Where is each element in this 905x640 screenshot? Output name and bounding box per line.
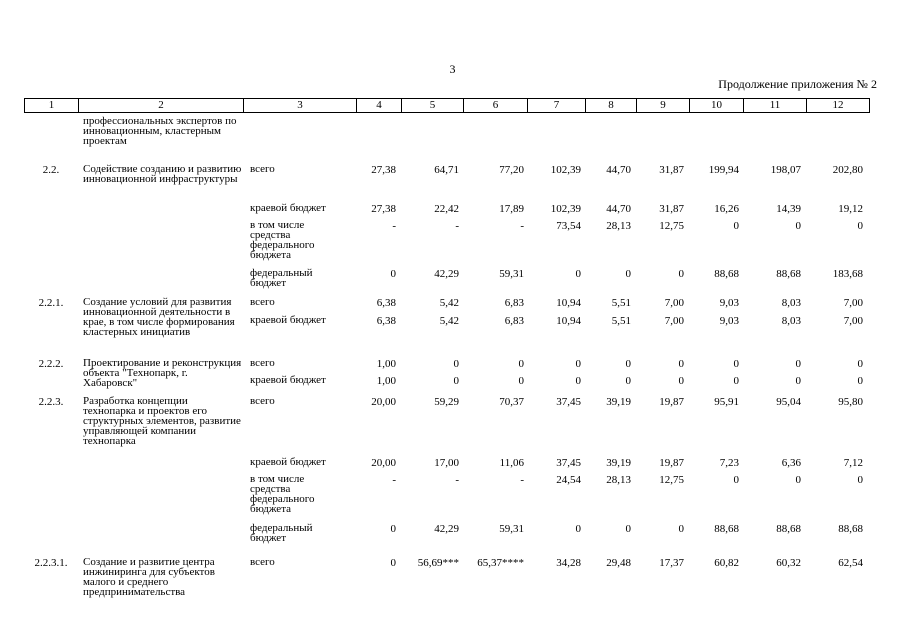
row-source: всего: [250, 395, 275, 407]
value-cell: 0: [575, 358, 581, 370]
value-cell: 0: [575, 268, 581, 280]
value-cell: 27,38: [371, 203, 396, 215]
value-cell: 88,68: [838, 523, 863, 535]
value-cell: 8,03: [781, 297, 801, 309]
value-cell: 77,20: [499, 164, 524, 176]
row-number: 2.2.3.1.: [34, 557, 68, 569]
value-cell: 0: [625, 268, 631, 280]
value-cell: 28,13: [606, 220, 631, 232]
value-cell: 198,07: [770, 164, 801, 176]
value-cell: 19,87: [659, 396, 684, 408]
value-cell: 5,51: [611, 297, 631, 309]
value-cell: -: [392, 220, 396, 232]
value-cell: 12,75: [659, 474, 684, 486]
value-cell: 20,00: [371, 457, 396, 469]
row-number: 2.2.3.: [38, 396, 64, 408]
value-cell: 95,80: [838, 396, 863, 408]
value-cell: 0: [453, 375, 459, 387]
value-cell: 0: [795, 474, 801, 486]
row-source: всего: [250, 556, 275, 568]
value-cell: -: [455, 220, 459, 232]
header-cell: 5: [402, 99, 464, 112]
value-cell: 0: [857, 220, 863, 232]
row-source: федеральный бюджет: [250, 267, 313, 289]
value-cell: 7,23: [719, 457, 739, 469]
value-cell: 0: [857, 474, 863, 486]
value-cell: 202,80: [832, 164, 863, 176]
row-name: Разработка концепции технопарка и проектов его структурных элементов, развитие управляющей компании технопарка: [83, 395, 241, 447]
value-cell: 16,26: [714, 203, 739, 215]
value-cell: 24,54: [556, 474, 581, 486]
value-cell: 0: [518, 375, 524, 387]
value-cell: 7,00: [664, 315, 684, 327]
header-cell: 2: [79, 99, 244, 112]
value-cell: 6,83: [504, 297, 524, 309]
value-cell: 14,39: [776, 203, 801, 215]
row-number: 2.2.1.: [38, 297, 64, 309]
value-cell: 0: [795, 220, 801, 232]
value-cell: 12,75: [659, 220, 684, 232]
value-cell: 5,42: [439, 315, 459, 327]
value-cell: 0: [733, 474, 739, 486]
value-cell: -: [520, 220, 524, 232]
header-cell: 3: [244, 99, 357, 112]
value-cell: 95,04: [776, 396, 801, 408]
value-cell: 73,54: [556, 220, 581, 232]
row-source: краевой бюджет: [250, 374, 326, 386]
value-cell: 9,03: [719, 297, 739, 309]
value-cell: 0: [678, 358, 684, 370]
value-cell: 0: [625, 358, 631, 370]
value-cell: 11,06: [499, 457, 524, 469]
value-cell: 59,31: [499, 523, 524, 535]
continuation-label: Продолжение приложения № 2: [718, 77, 877, 91]
value-cell: 19,12: [838, 203, 863, 215]
table-header: [24, 98, 870, 113]
row-source: в том числе средства федерального бюджета: [250, 219, 315, 261]
value-cell: 31,87: [659, 203, 684, 215]
value-cell: 5,42: [439, 297, 459, 309]
value-cell: 22,42: [434, 203, 459, 215]
value-cell: 0: [733, 358, 739, 370]
header-cell: 9: [637, 99, 690, 112]
value-cell: 20,00: [371, 396, 396, 408]
value-cell: 39,19: [606, 396, 631, 408]
row-name: Создание условий для развития инновационной деятельности в крае, в том числе формирования кластерных инициатив: [83, 296, 235, 338]
value-cell: 39,19: [606, 457, 631, 469]
value-cell: 0: [575, 375, 581, 387]
value-cell: 60,32: [776, 557, 801, 569]
value-cell: 7,00: [843, 297, 863, 309]
value-cell: 0: [625, 523, 631, 535]
value-cell: 44,70: [606, 164, 631, 176]
header-cell: 7: [528, 99, 586, 112]
value-cell: 59,29: [434, 396, 459, 408]
value-cell: 19,87: [659, 457, 684, 469]
value-cell: 0: [518, 358, 524, 370]
value-cell: 44,70: [606, 203, 631, 215]
value-cell: 0: [453, 358, 459, 370]
value-cell: 29,48: [606, 557, 631, 569]
value-cell: 37,45: [556, 396, 581, 408]
value-cell: 183,68: [832, 268, 863, 280]
value-cell: 10,94: [556, 297, 581, 309]
value-cell: 42,29: [434, 268, 459, 280]
value-cell: 1,00: [376, 375, 396, 387]
value-cell: 0: [795, 358, 801, 370]
value-cell: 1,00: [376, 358, 396, 370]
value-cell: 9,03: [719, 315, 739, 327]
value-cell: 0: [678, 375, 684, 387]
value-cell: -: [520, 474, 524, 486]
row-source: краевой бюджет: [250, 202, 326, 214]
value-cell: 88,68: [714, 523, 739, 535]
value-cell: 6,38: [376, 315, 396, 327]
header-cell: 11: [744, 99, 807, 112]
value-cell: 6,83: [504, 315, 524, 327]
value-cell: 7,00: [843, 315, 863, 327]
value-cell: 199,94: [708, 164, 739, 176]
value-cell: 17,00: [434, 457, 459, 469]
header-cell: 6: [464, 99, 528, 112]
value-cell: 0: [390, 557, 396, 569]
header-cell: 8: [586, 99, 637, 112]
value-cell: 95,91: [714, 396, 739, 408]
row-source: федеральный бюджет: [250, 522, 313, 544]
value-cell: 60,82: [714, 557, 739, 569]
row-source: краевой бюджет: [250, 314, 326, 326]
row-name: Содействие созданию и развитию инновационной инфраструктуры: [83, 163, 242, 185]
row-name: Проектирование и реконструкция объекта "Технопарк, г. Хабаровск": [83, 357, 242, 389]
value-cell: 28,13: [606, 474, 631, 486]
header-cell: 12: [832, 99, 844, 111]
value-cell: 7,00: [664, 297, 684, 309]
value-cell: -: [392, 474, 396, 486]
row-source: всего: [250, 163, 275, 175]
value-cell: 8,03: [781, 315, 801, 327]
value-cell: 0: [733, 375, 739, 387]
value-cell: 0: [857, 358, 863, 370]
row-source: всего: [250, 296, 275, 308]
value-cell: 0: [625, 375, 631, 387]
value-cell: 7,12: [843, 457, 863, 469]
value-cell: 0: [390, 523, 396, 535]
value-cell: 88,68: [714, 268, 739, 280]
value-cell: 10,94: [556, 315, 581, 327]
value-cell: 5,51: [611, 315, 631, 327]
value-cell: 56,69***: [417, 557, 459, 569]
page-number: 3: [449, 62, 456, 76]
value-cell: 0: [678, 268, 684, 280]
header-cell: 10: [690, 99, 744, 112]
value-cell: 6,38: [376, 297, 396, 309]
value-cell: 70,37: [499, 396, 524, 408]
value-cell: 6,36: [781, 457, 801, 469]
header-cell: 4: [357, 99, 402, 112]
value-cell: 42,29: [434, 523, 459, 535]
value-cell: 0: [857, 375, 863, 387]
value-cell: 0: [795, 375, 801, 387]
value-cell: 17,89: [499, 203, 524, 215]
value-cell: 88,68: [776, 268, 801, 280]
value-cell: 62,54: [838, 557, 863, 569]
value-cell: 0: [733, 220, 739, 232]
value-cell: 27,38: [371, 164, 396, 176]
row-source: в том числе средства федерального бюджета: [250, 473, 315, 515]
value-cell: 102,39: [550, 203, 581, 215]
value-cell: -: [455, 474, 459, 486]
value-cell: 102,39: [550, 164, 581, 176]
value-cell: 0: [678, 523, 684, 535]
row-source: всего: [250, 357, 275, 369]
value-cell: 64,71: [434, 164, 459, 176]
value-cell: 59,31: [499, 268, 524, 280]
value-cell: 65,37****: [477, 557, 524, 569]
row-number: 2.2.2.: [38, 358, 64, 370]
value-cell: 17,37: [659, 557, 684, 569]
value-cell: 88,68: [776, 523, 801, 535]
row-name: профессиональных экспертов по инновационным, кластерным проектам: [83, 115, 237, 147]
row-number: 2.2.: [42, 164, 60, 176]
row-name: Создание и развитие центра инжиниринга для субъектов малого и среднего предпринимательства: [83, 556, 215, 598]
header-cell: 1: [25, 99, 79, 112]
value-cell: 0: [390, 268, 396, 280]
value-cell: 0: [575, 523, 581, 535]
value-cell: 37,45: [556, 457, 581, 469]
value-cell: 31,87: [659, 164, 684, 176]
value-cell: 34,28: [556, 557, 581, 569]
row-source: краевой бюджет: [250, 456, 326, 468]
